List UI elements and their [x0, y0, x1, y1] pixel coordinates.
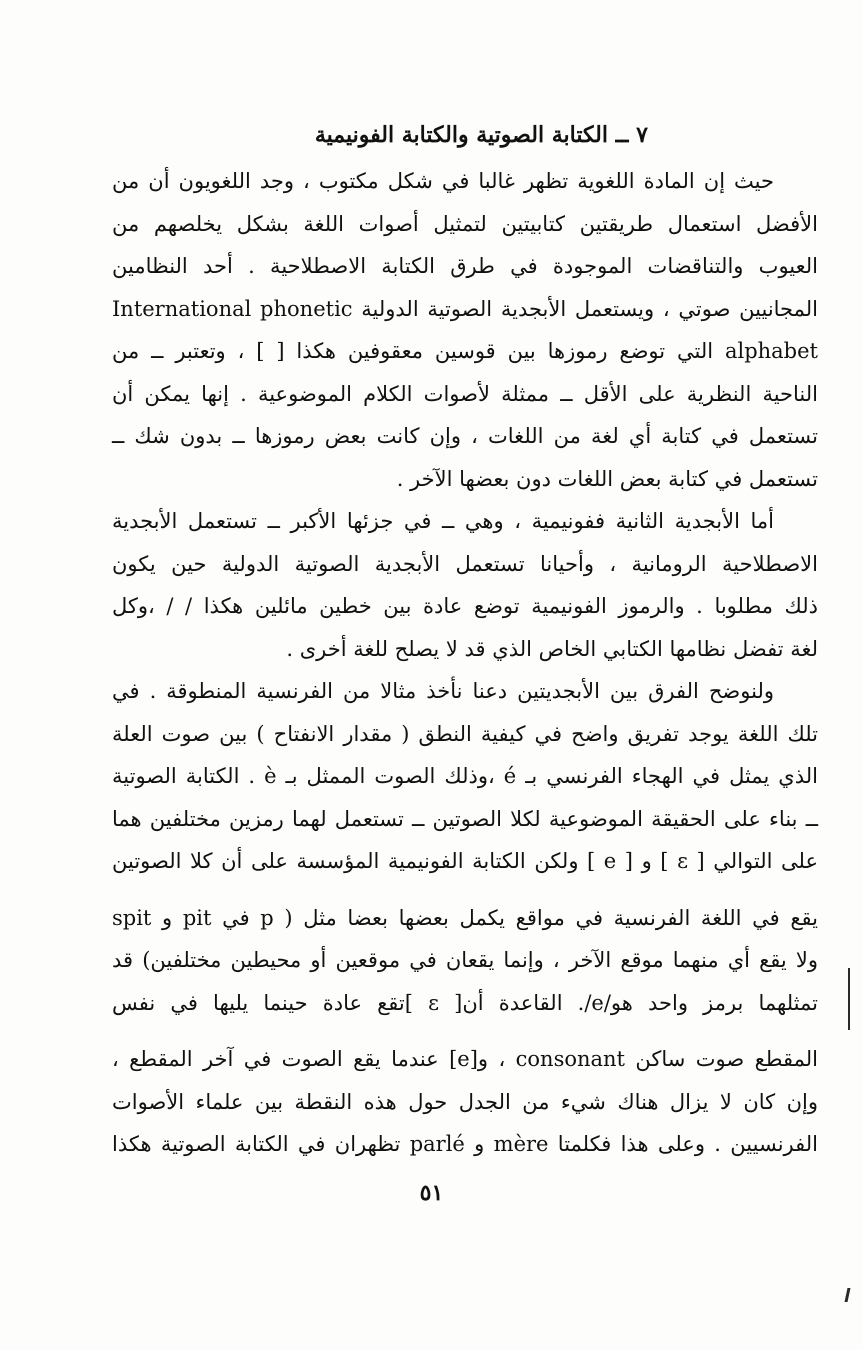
text-line: المجانيين صوتي ، ويستعمل الأبجدية الصوتية الدولية International phonetic	[112, 296, 818, 321]
text-line: الأفضل استعمال طريقتين كتابيتين لتمثيل أصوات اللغة بشكل يخلصهم من	[112, 211, 818, 236]
text-line: تمثلهما برمز واحد هو/e/. القاعدة أن[ ɛ ]تقع عادة حينما يليها في نفس	[112, 990, 818, 1015]
text-line: على التوالي [ ɛ ] و [ e ] ولكن الكتابة الفونيمية المؤسسة على أن كلا الصوتين	[112, 849, 819, 873]
page-number: ٥١	[419, 1180, 444, 1206]
text-line: الذي يمثل في الهجاء الفرنسي بـ é ،وذلك الصوت الممثل بـ è . الكتابة الصوتية	[112, 764, 818, 788]
spacer	[112, 1024, 818, 1038]
body-text	[112, 160, 818, 1166]
spacer	[112, 883, 818, 897]
text-line: تلك اللغة يوجد تفريق واضح في كيفية النطق ( مقدار الانفتاح ) بين صوت العلة	[112, 721, 818, 746]
section-heading: ٧ ــ الكتابة الصوتية والكتابة الفونيمية	[314, 122, 648, 148]
text-line: ولنوضح الفرق بين الأبجديتين دعنا نأخذ مثالا من الفرنسية المنطوقة . في	[112, 679, 774, 703]
text-line: ــ بناء على الحقيقة الموضوعية لكلا الصوتين ــ تستعمل لهما رمزين مختلفين هما	[112, 806, 818, 831]
text-line: لغة تفضل نظامها الكتابي الخاص الذي قد لا يصلح للغة أخرى .	[286, 636, 818, 661]
scan-corner-mark	[845, 1288, 851, 1302]
text-line: تستعمل في كتابة أي لغة من اللغات ، وإن كانت بعض رموزها ــ بدون شك ــ	[112, 424, 818, 448]
text-line: أما الأبجدية الثانية ففونيمية ، وهي ــ في جزئها الأكبر ــ تستعمل الأبجدية	[112, 509, 774, 533]
text-line: المقطع صوت ساكن consonant ، و[e] عندما يقع الصوت في آخر المقطع ،	[112, 1047, 818, 1071]
text-line: العيوب والتناقضات الموجودة في طرق الكتابة الاصطلاحية . أحد النظامين	[112, 254, 818, 278]
text-line: تستعمل في كتابة بعض اللغات دون بعضها الآخر .	[396, 466, 818, 491]
text-line: alphabet التي توضع رموزها بين قوسين معقوفين هكذا [ ] ، وتعتبر ــ من	[112, 339, 818, 363]
text-line: وإن كان لا يزال هناك شيء من الجدل حول هذه النقطة بين علماء الأصوات	[112, 1089, 818, 1114]
text-line: يقع في اللغة الفرنسية في مواقع يكمل بعضها بعضا مثل ( p في pit و spit	[112, 905, 818, 930]
text-line: حيث إن المادة اللغوية تظهر غالبا في شكل مكتوب ، وجد اللغويون أن من	[112, 169, 774, 193]
text-line: الاصطلاحية الرومانية ، وأحيانا تستعمل الأبجدية الصوتية الدولية حين يكون	[112, 551, 818, 576]
text-line: ولا يقع أي منهما موقع الآخر ، وإنما يقعان في موقعين أو محيطين مختلفين) قد	[112, 948, 818, 972]
text-line: ذلك مطلوبا . والرموز الفونيمية توضع عادة بين خطين مائلين هكذا / / ،وكل	[112, 594, 818, 618]
text-line: الناحية النظرية على الأقل ــ ممثلة لأصوات الكلام الموضوعية . إنها يمكن أن	[112, 381, 818, 406]
text-line: الفرنسيين . وعلى هذا فكلمتا mère و parlé تظهران في الكتابة الصوتية هكذا	[112, 1132, 818, 1156]
scan-edge-mark	[848, 968, 850, 1030]
